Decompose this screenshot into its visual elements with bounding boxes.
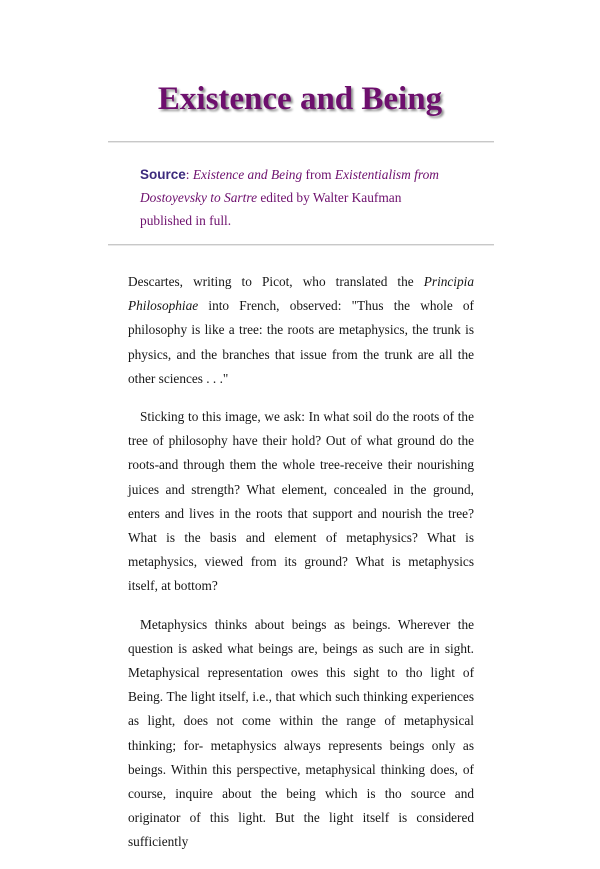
- source-collection-title: Existentialism from Dostoyevsky to Sartre: [140, 167, 439, 205]
- top-divider: [108, 141, 494, 143]
- source-separator: :: [185, 167, 193, 182]
- source-block: [140, 163, 452, 232]
- bottom-divider: [108, 244, 494, 246]
- source-work-title: Existence and Being: [192, 167, 303, 182]
- source-label: Source: [140, 167, 186, 182]
- page-title: Existence and Being: [157, 81, 443, 117]
- paragraph-1-start: Descartes, writing to Picot, who translated the: [128, 274, 424, 289]
- paragraph-2: Sticking to this image, we ask: In what soil do the roots of the tree of philosophy have their hold? Out of what ground do the roots-and through them the whole tree-receive their nourishing juices and strength? What element, concealed in the ground, enters and lives in the roots that support and nourish the tree? What is the basis and element of metaphysics? What is metaphysics, viewed from its ground? What is metaphysics itself, at bottom?: [128, 409, 474, 594]
- principia-title: Principia Philosophiae: [128, 274, 474, 314]
- paragraph-1-end: into French, observed: "Thus the whole of philosophy is like a tree: the roots are metaphysics, the trunk is physics, and the branches that issue from the trunk are all the other sciences . . .": [128, 298, 474, 386]
- paragraph-3: Metaphysics thinks about beings as beings. Wherever the question is asked what beings are, beings as such are in sight. Metaphysical representation owes this sight to tho light of Being. The light itself, i.e., that which such thinking experiences as light, does not come within the range of metaphysical thinking; for- metaphysics always represents beings only as beings. Within this perspective, metaphysical thinking does, of course, inquire about the being which is tho source and originator of this light. But the light itself is considered sufficiently: [128, 616, 474, 850]
- document-body: [128, 270, 474, 869]
- source-editor-text: edited by Walter Kaufman published in full.: [140, 190, 402, 228]
- paragraph-1: [128, 270, 474, 391]
- source-from-text: from: [302, 167, 335, 182]
